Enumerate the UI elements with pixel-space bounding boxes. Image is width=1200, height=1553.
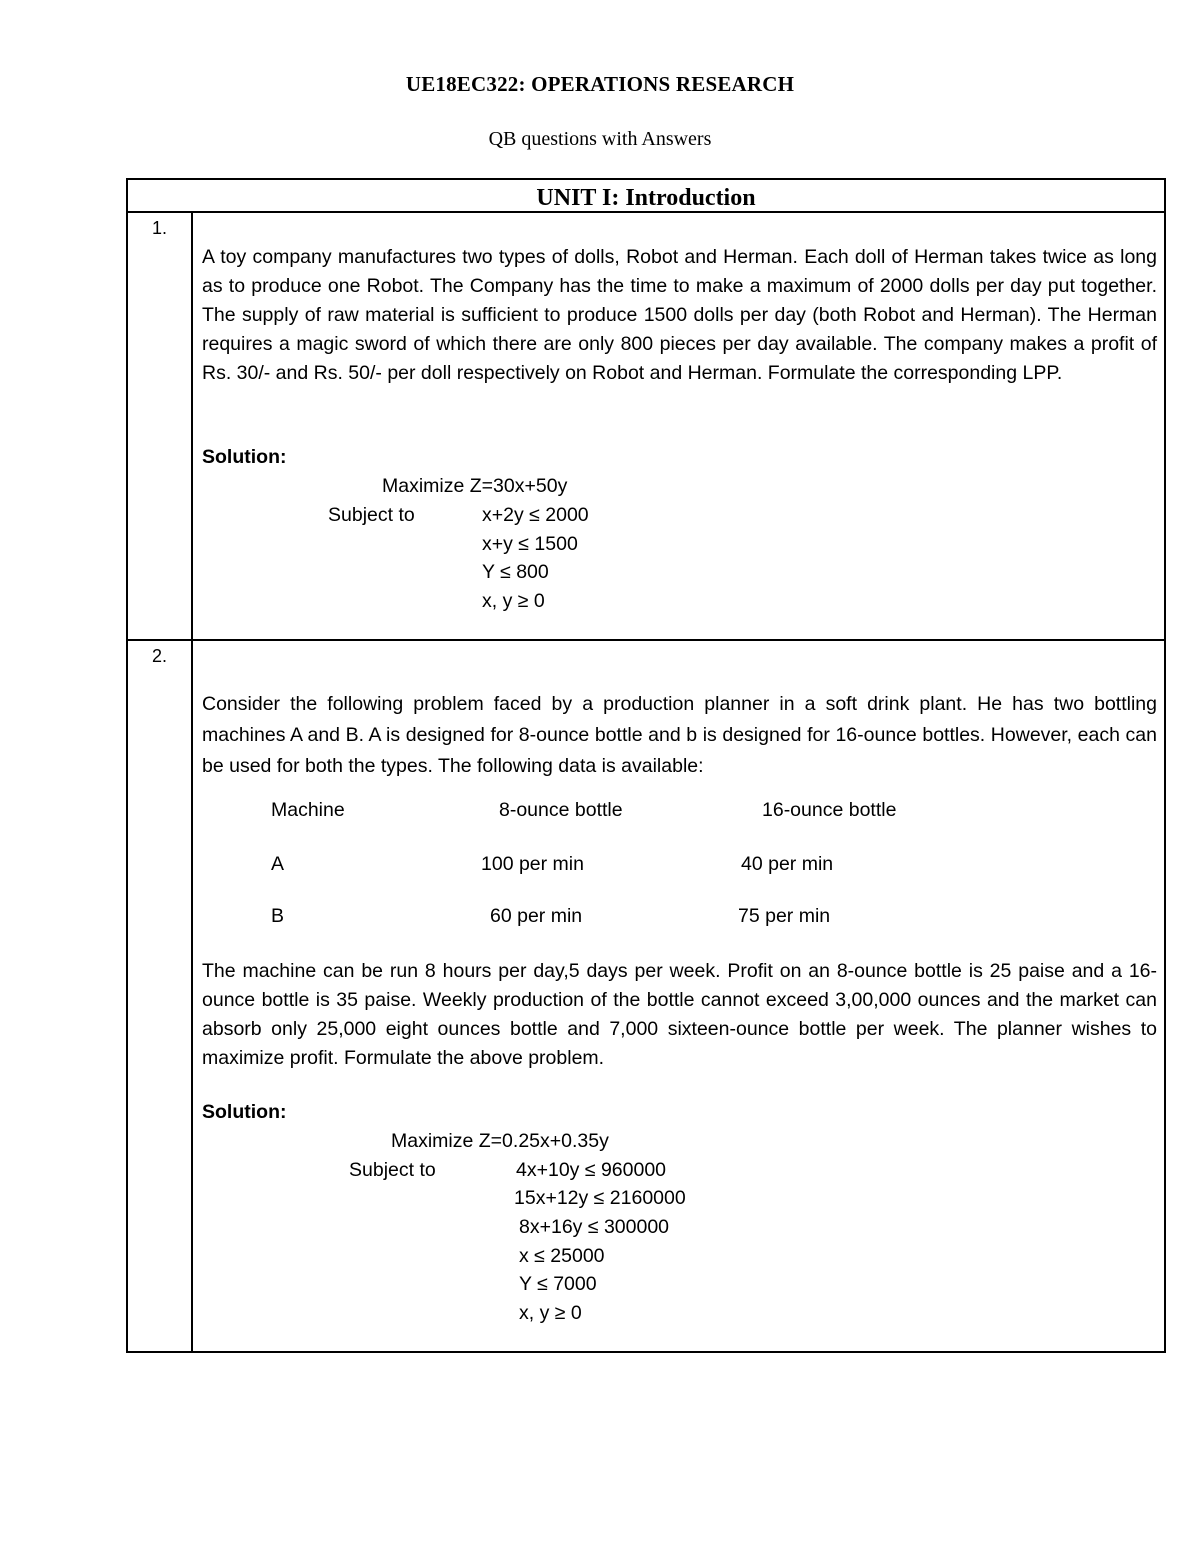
solution-label: Solution: xyxy=(202,1101,287,1123)
question-number: 2. xyxy=(152,646,168,666)
table-cell: 60 per min xyxy=(490,905,583,927)
row-divider xyxy=(128,639,1164,641)
constraint: x, y ≥ 0 xyxy=(519,1302,582,1324)
objective-function: Maximize Z=0.25x+0.35y xyxy=(391,1130,609,1152)
course-title: UE18EC322: OPERATIONS RESEARCH xyxy=(405,72,795,96)
constraint: x ≤ 25000 xyxy=(519,1245,605,1267)
table-header-machine: Machine xyxy=(271,799,345,821)
table-cell: 40 per min xyxy=(741,853,834,875)
table-cell: 100 per min xyxy=(481,853,584,875)
subject-to-label: Subject to xyxy=(328,504,415,526)
question-table xyxy=(126,178,1166,1353)
table-header-8-ounce: 8-ounce bottle xyxy=(499,799,623,821)
constraint: 15x+12y ≤ 2160000 xyxy=(514,1187,686,1209)
question-text-continued: The machine can be run 8 hours per day,5 days per week. Profit on an 8-ounce bottle is 25 paise and a 16-ounce bottle is 35 paise. Weekly production of the bottle cannot exceed 3,00,000 ounces and the market can absorb only 25,000 eight ounces bottle and 7,000 sixteen-ounce bottle per week. The planner wishes to maximize profit. Formulate the above problem. xyxy=(202,960,1157,1069)
table-cell: A xyxy=(271,853,285,875)
solution-label: Solution: xyxy=(202,446,287,468)
table-cell: B xyxy=(271,905,285,927)
column-divider xyxy=(191,213,193,1353)
question-number: 1. xyxy=(152,218,168,238)
table-cell: 75 per min xyxy=(738,905,831,927)
question-text: Consider the following problem faced by a production planner in a soft drink plant. He has two bottling machines A and B. A is designed for 8-ounce bottle and b is designed for 16-ounce bottles. However, each can be used for both the types. The following data is available: xyxy=(202,693,1157,777)
constraint: x, y ≥ 0 xyxy=(482,590,545,612)
constraint: 8x+16y ≤ 300000 xyxy=(519,1216,670,1238)
subject-to-label: Subject to xyxy=(349,1159,436,1181)
unit-title: UNIT I: Introduction xyxy=(128,180,1164,213)
constraint: x+2y ≤ 2000 xyxy=(482,504,589,526)
question-text: A toy company manufactures two types of dolls, Robot and Herman. Each doll of Herman takes twice as long as to produce one Robot. The Company has the time to make a maximum of 2000 dolls per day put together. The supply of raw material is sufficient to produce 1500 dolls per day (both Robot and Herman). The Herman requires a magic sword of which there are only 800 pieces per day available. The company makes a profit of Rs. 30/- and Rs. 50/- per doll respectively on Robot and Herman. Formulate the corresponding LPP. xyxy=(202,246,1157,384)
constraint: 4x+10y ≤ 960000 xyxy=(516,1159,667,1181)
constraint: Y ≤ 800 xyxy=(482,561,549,583)
constraint: x+y ≤ 1500 xyxy=(482,533,578,555)
table-header-16-ounce: 16-ounce bottle xyxy=(762,799,897,821)
objective-function: Maximize Z=30x+50y xyxy=(382,475,568,497)
constraint: Y ≤ 7000 xyxy=(519,1273,597,1295)
document-subtitle: QB questions with Answers xyxy=(488,128,712,150)
